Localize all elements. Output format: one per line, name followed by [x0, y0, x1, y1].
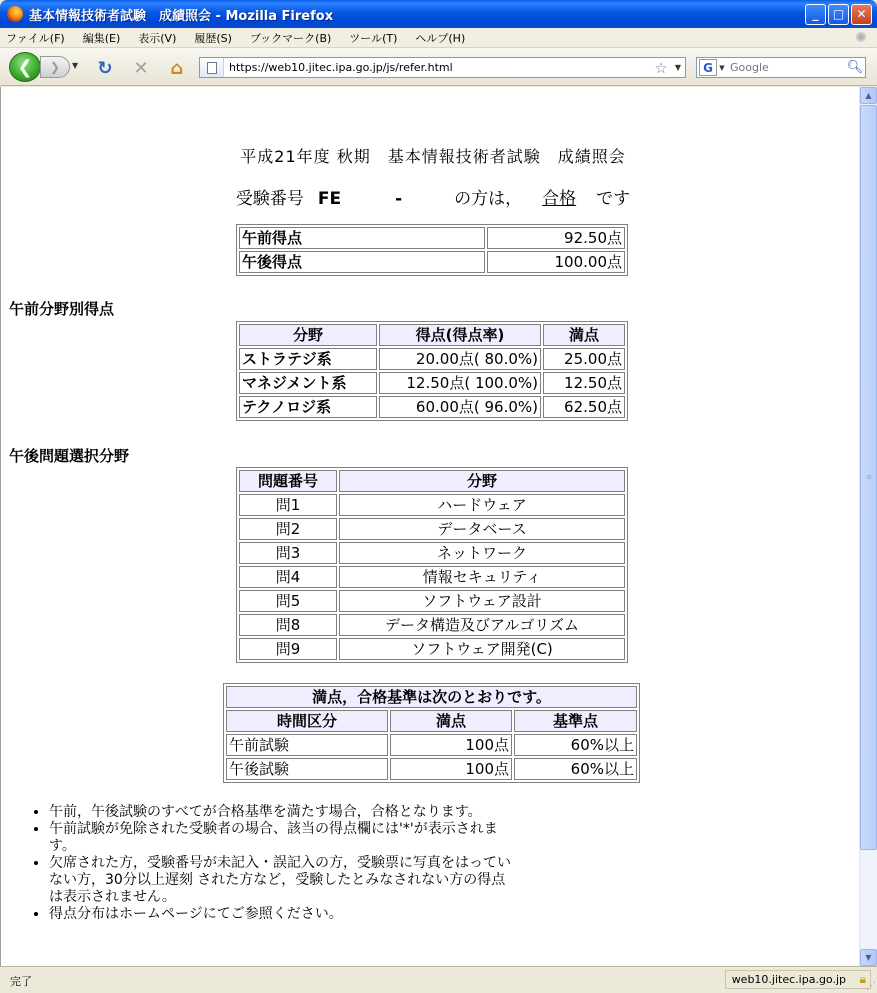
menu-tools[interactable]: ツール(T) — [349, 31, 398, 45]
status-bar — [0, 966, 877, 993]
resize-grip-icon[interactable]: ⋰ — [866, 981, 876, 992]
score-label: 午前得点 — [239, 227, 485, 249]
question-field: ハードウェア — [339, 494, 625, 516]
page-favicon-icon — [200, 58, 224, 77]
score-value: 92.50点 — [487, 227, 625, 249]
column-header: 分野 — [239, 324, 377, 346]
table-header-row — [239, 324, 625, 346]
window-titlebar — [0, 0, 877, 28]
am-field-table — [236, 321, 628, 421]
score-table — [236, 224, 628, 276]
field-score: 12.50点( 100.0%) — [379, 372, 541, 394]
table-header-row — [226, 710, 637, 732]
field-score: 60.00点( 96.0%) — [379, 396, 541, 418]
criteria-max: 100点 — [390, 758, 512, 780]
status-text: 完了 — [10, 975, 32, 988]
criteria-max: 100点 — [390, 734, 512, 756]
status-host-text: web10.jitec.ipa.go.jp — [731, 973, 846, 986]
field-name: テクノロジ系 — [239, 396, 377, 418]
search-icon[interactable]: 🔍︎ — [846, 60, 864, 75]
table-row — [239, 372, 625, 394]
close-button[interactable]: ✕ — [851, 4, 872, 25]
column-header: 問題番号 — [239, 470, 337, 492]
field-name: ストラテジ系 — [239, 348, 377, 370]
question-field: 情報セキュリティ — [339, 566, 625, 588]
criteria-pass: 60%以上 — [514, 758, 637, 780]
forward-button[interactable] — [40, 56, 70, 78]
result-suffix: です — [596, 189, 631, 209]
table-row — [239, 518, 625, 540]
result-line — [1, 184, 859, 209]
question-number: 問2 — [239, 518, 337, 540]
table-row — [226, 734, 637, 756]
pass-status: 合格 — [542, 189, 577, 209]
back-arrow-icon: ❮ — [17, 56, 33, 78]
list-item: • 午前，午後試験のすべてが合格基準を満たす場合，合格となります。 — [49, 804, 517, 821]
question-field: ソフトウェア設計 — [339, 590, 625, 612]
exam-number-label: 受験番号 — [235, 189, 304, 209]
pm-section-heading: 午後問題選択分野 — [9, 447, 130, 465]
question-number: 問4 — [239, 566, 337, 588]
search-input[interactable] — [727, 61, 845, 74]
list-item: • 午前試験が免除された受験者の場合、該当の得点欄には'*'が表示されます。 — [49, 821, 517, 855]
field-max: 62.50点 — [543, 396, 625, 418]
field-name: マネジメント系 — [239, 372, 377, 394]
criteria-caption: 満点，合格基準は次のとおりです。 — [226, 686, 637, 708]
field-max: 12.50点 — [543, 372, 625, 394]
question-field: ネットワーク — [339, 542, 625, 564]
home-icon[interactable]: ⌂ — [170, 57, 184, 79]
table-row — [239, 590, 625, 612]
search-bar — [696, 57, 866, 78]
google-engine-icon[interactable]: G — [699, 59, 717, 76]
menu-file[interactable]: ファイル(F) — [6, 31, 65, 45]
score-label: 午後得点 — [239, 251, 485, 273]
forward-arrow-icon: ❯ — [49, 60, 61, 74]
firefox-logo-icon — [7, 6, 23, 22]
vertical-scrollbar[interactable] — [859, 87, 877, 966]
table-row — [239, 494, 625, 516]
menu-edit[interactable]: 編集(E) — [82, 31, 121, 45]
criteria-period: 午前試験 — [226, 734, 388, 756]
column-header: 分野 — [339, 470, 625, 492]
table-row — [239, 348, 625, 370]
question-field: データ構造及びアルゴリズム — [339, 614, 625, 636]
am-section-heading: 午前分野別得点 — [9, 300, 115, 318]
menu-history[interactable]: 履歴(S) — [194, 31, 232, 45]
exam-dash: - — [395, 189, 403, 209]
result-prefix: の方は， — [454, 189, 523, 209]
score-value: 100.00点 — [487, 251, 625, 273]
question-number: 問8 — [239, 614, 337, 636]
question-field: ソフトウェア開発(C) — [339, 638, 625, 660]
minimize-button[interactable]: _ — [805, 4, 826, 25]
table-row — [239, 396, 625, 418]
menu-help[interactable]: ヘルプ(H) — [415, 31, 466, 45]
page-title: 平成21年度 秋期 基本情報技術者試験 成績照会 — [240, 147, 626, 166]
column-header: 満点 — [390, 710, 512, 732]
question-number: 問5 — [239, 590, 337, 612]
pm-selection-table — [236, 467, 628, 663]
lock-icon[interactable]: 🔒︎ — [859, 972, 866, 986]
table-row — [239, 638, 625, 660]
question-number: 問9 — [239, 638, 337, 660]
criteria-pass: 60%以上 — [514, 734, 637, 756]
column-header: 基準点 — [514, 710, 637, 732]
reload-icon[interactable]: ↻ — [97, 57, 113, 79]
history-dropdown-icon[interactable]: ▼ — [72, 61, 79, 70]
page-content — [0, 87, 859, 966]
list-item: • 得点分布はホームページにてご参照ください。 — [49, 906, 517, 923]
window-title: 基本情報技術者試験 成績照会 - Mozilla Firefox — [29, 8, 334, 24]
field-max: 25.00点 — [543, 348, 625, 370]
scrollbar-thumb[interactable]: ≡ — [860, 105, 877, 850]
list-item: • 欠席された方，受験番号が未記入・誤記入の方，受験票に写真をはっていない方，30分以上遅刻 された方など，受験したとみなされない方の得点は表示されません。 — [49, 855, 517, 906]
table-row — [239, 227, 625, 249]
url-bar[interactable] — [199, 57, 686, 78]
table-row — [239, 566, 625, 588]
table-header-row — [239, 470, 625, 492]
url-text[interactable]: https://web10.jitec.ipa.go.jp/js/refer.html — [229, 61, 453, 74]
navigation-toolbar — [0, 48, 877, 86]
table-header-row — [226, 686, 637, 708]
exam-code: FE — [317, 189, 342, 209]
url-dropdown-icon[interactable]: ▼ — [674, 63, 682, 72]
back-button[interactable] — [9, 52, 41, 82]
criteria-table — [223, 683, 640, 783]
scroll-down-arrow-icon[interactable]: ▼ — [860, 949, 877, 966]
stop-icon[interactable]: ✕ — [133, 57, 149, 79]
criteria-period: 午後試験 — [226, 758, 388, 780]
menu-view[interactable]: 表示(V) — [138, 31, 177, 45]
engine-dropdown-icon[interactable]: ▼ — [719, 63, 725, 72]
column-header: 満点 — [543, 324, 625, 346]
column-header: 得点(得点率) — [379, 324, 541, 346]
maximize-button[interactable]: □ — [828, 4, 849, 25]
menu-bar — [0, 28, 877, 48]
table-row — [226, 758, 637, 780]
menu-bookmarks[interactable]: ブックマーク(B) — [249, 31, 332, 45]
bookmark-star-icon[interactable]: ☆ — [654, 58, 668, 77]
status-host — [725, 970, 871, 989]
question-number: 問3 — [239, 542, 337, 564]
field-score: 20.00点( 80.0%) — [379, 348, 541, 370]
question-number: 問1 — [239, 494, 337, 516]
table-row — [239, 251, 625, 273]
notes-list — [27, 804, 517, 923]
table-row — [239, 614, 625, 636]
question-field: データベース — [339, 518, 625, 540]
table-row — [239, 542, 625, 564]
column-header: 時間区分 — [226, 710, 388, 732]
throbber-icon: ✺ — [855, 30, 867, 46]
scroll-up-arrow-icon[interactable]: ▲ — [860, 87, 877, 104]
